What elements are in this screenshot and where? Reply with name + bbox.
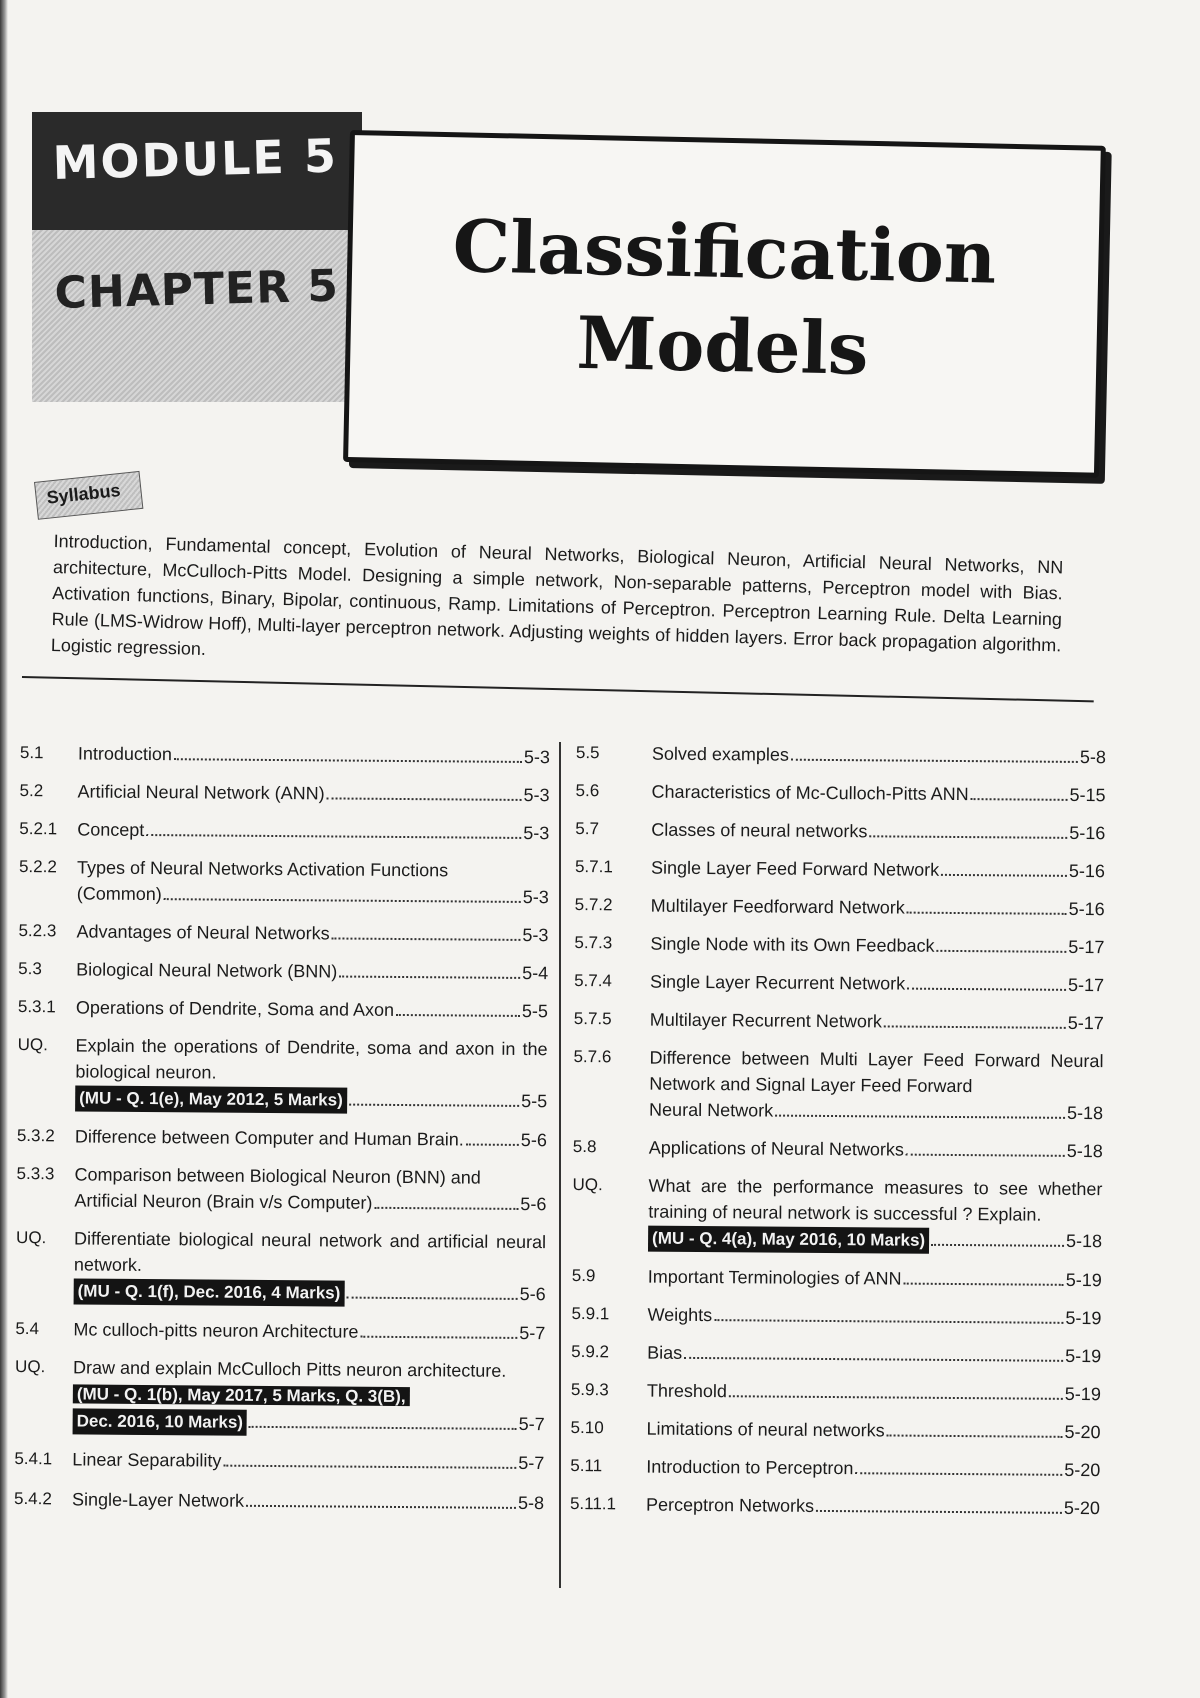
toc-entry-body: [648, 1264, 1102, 1294]
toc-entry-number: 5.2.2: [18, 856, 57, 877]
toc-entry-line: [651, 893, 1105, 923]
toc-leader-dots: [729, 1395, 1063, 1400]
toc-entry-line: [76, 918, 548, 948]
toc-entry: [15, 1316, 545, 1346]
toc-entry-title: Mc culloch-pitts neuron Architecture: [73, 1319, 359, 1342]
toc-entry-page: 5-7: [519, 1322, 546, 1344]
toc-entry-page: 5-3: [522, 886, 549, 908]
toc-entry-title: Classes of neural networks: [651, 819, 868, 842]
toc-entry-number: 5.7.5: [573, 1008, 612, 1029]
toc-leader-dots: [791, 759, 1078, 763]
exam-reference-badge: (MU - Q. 1(f), Dec. 2016, 4 Marks): [74, 1278, 345, 1306]
toc-leader-dots: [146, 834, 521, 839]
toc-entry-page: 5-8: [1079, 746, 1106, 768]
toc-entry-line: [646, 1416, 1100, 1446]
toc-entry-body: [76, 994, 548, 1024]
toc-entry-title: Bias: [647, 1342, 683, 1363]
toc-entry-number: 5.4: [15, 1318, 40, 1339]
toc-entry-page: 5-6: [519, 1283, 546, 1305]
toc-entry-body: [646, 1492, 1100, 1522]
toc-entry-page: 5-17: [1068, 936, 1105, 958]
toc-leader-dots: [174, 758, 522, 763]
toc-entry-body: [650, 931, 1104, 961]
toc-entry-body: [76, 956, 548, 986]
toc-entry: [574, 930, 1104, 960]
toc-entry-title: Artificial Neural Network (ANN): [77, 781, 325, 804]
toc-entry: [19, 778, 549, 808]
toc-entry: [14, 1446, 544, 1476]
toc-entry-title: Multilayer Feedforward Network: [650, 895, 905, 918]
toc-entry-body: [648, 1173, 1103, 1256]
toc-entry: [573, 1044, 1104, 1126]
toc-entry: [18, 918, 548, 948]
toc-entry-line: [77, 778, 549, 808]
toc-entry-line: [647, 1378, 1101, 1408]
toc-entry-body: [77, 854, 549, 910]
toc-entry-body: [72, 1486, 544, 1516]
toc-entry-page: 5-17: [1067, 1012, 1104, 1034]
toc-entry-page: 5-18: [1066, 1140, 1103, 1162]
exam-reference-badge: (MU - Q. 1(e), May 2012, 5 Marks): [75, 1085, 347, 1113]
toc-entry-body: [651, 817, 1105, 847]
toc-leader-dots: [775, 1115, 1065, 1119]
toc-entry-page: 5-3: [523, 784, 550, 806]
toc-entry-page: 5-5: [521, 1000, 548, 1022]
toc-entry-body: [647, 1340, 1101, 1370]
syllabus-tab: [34, 471, 143, 520]
toc-entry-line: [75, 1084, 547, 1115]
toc-entry-number: 5.11.1: [569, 1493, 617, 1514]
toc-leader-dots: [349, 1104, 519, 1107]
toc-leader-dots: [374, 1207, 518, 1210]
toc-entry-page: 5-4: [522, 962, 549, 984]
toc-entry-body: [650, 1007, 1104, 1037]
toc-leader-dots: [346, 1297, 517, 1300]
toc-leader-dots: [907, 912, 1067, 915]
toc-entry-page: 5-6: [520, 1193, 547, 1215]
toc-entry: [14, 1486, 544, 1516]
toc-leader-dots: [906, 1154, 1065, 1157]
chapter-title-box: [343, 130, 1106, 478]
toc-entry-page: 5-16: [1068, 860, 1106, 882]
toc-entry-page: 5-5: [521, 1090, 548, 1112]
toc-entry-text: Types of Neural Networks Activation Functions: [76, 857, 449, 881]
toc-entry: [575, 892, 1105, 922]
toc-entry-page: 5-17: [1067, 974, 1105, 996]
toc-leader-dots: [887, 1434, 1063, 1437]
toc-entry-line: [74, 1187, 546, 1217]
toc-entry: [574, 968, 1104, 998]
toc-leader-dots: [164, 898, 521, 903]
toc-entry-line: [648, 1225, 1102, 1256]
toc-entry-line: [76, 994, 548, 1024]
syllabus-label: Syllabus: [45, 480, 122, 508]
toc-leader-dots: [327, 797, 522, 801]
toc-entry-number: 5.4.1: [14, 1448, 53, 1469]
toc-entry-line: [650, 1007, 1104, 1037]
toc-leader-dots: [249, 1426, 517, 1430]
toc-entry-line: [74, 1277, 546, 1308]
toc-entry-number: 5.11: [570, 1455, 603, 1476]
toc-entry-number: 5.5: [575, 742, 600, 763]
toc-entry-page: 5-16: [1068, 898, 1105, 920]
toc-entry-body: [77, 778, 549, 808]
toc-entry-number: UQ.: [17, 1034, 48, 1055]
toc-entry-body: [73, 1316, 545, 1346]
toc-entry: [572, 1172, 1103, 1255]
toc-entry-line: [78, 740, 550, 770]
toc-entry-number: 5.7: [575, 818, 600, 839]
toc-entry-title: Single-Layer Network: [71, 1489, 245, 1511]
toc-entry-line: [73, 1407, 545, 1438]
toc-entry-title: Neural Network: [649, 1099, 774, 1121]
toc-leader-dots: [931, 1244, 1064, 1247]
toc-entry-line: [649, 1135, 1103, 1165]
toc-entry-line: [651, 817, 1105, 847]
toc-leader-dots: [855, 1472, 1062, 1476]
toc-entry: [20, 740, 550, 770]
toc-entry-body: [649, 1135, 1103, 1165]
toc-entry-number: 5.9: [571, 1265, 596, 1286]
toc-leader-dots: [869, 835, 1067, 839]
toc-entry-page: 5-3: [523, 746, 550, 768]
toc-entry-title: Solved examples: [651, 743, 790, 765]
toc-entry-page: 5-19: [1064, 1383, 1101, 1405]
toc-entry-number: 5.3.1: [17, 996, 56, 1017]
toc-entry: [18, 956, 548, 986]
toc-entry-title: Applications of Neural Networks: [648, 1137, 904, 1160]
toc-entry-number: 5.7.4: [574, 970, 612, 991]
toc-entry-line: [76, 956, 548, 986]
toc-entry-number: 5.2.3: [18, 920, 57, 941]
toc-entry-number: 5.10: [570, 1417, 604, 1438]
toc-leader-dots: [714, 1319, 1063, 1324]
chapter-title-line-1: Classification: [451, 203, 998, 300]
toc-column-divider: [559, 742, 561, 1588]
toc-entry-title: Threshold: [646, 1380, 728, 1402]
toc-entry-source-line: [73, 1380, 545, 1411]
toc-entry-title: Single Layer Recurrent Network: [650, 971, 906, 994]
toc-entry: [570, 1415, 1100, 1445]
toc-entry: [570, 1491, 1100, 1521]
toc-entry-body: [72, 1446, 544, 1476]
toc-leader-dots: [941, 874, 1067, 877]
toc-leader-dots: [246, 1505, 516, 1509]
toc-entry-title: Weights: [647, 1304, 713, 1326]
toc-entry-page: 5-15: [1069, 784, 1106, 806]
toc-entry-line: [72, 1486, 544, 1516]
toc-entry-body: [649, 1045, 1104, 1127]
toc-entry-line: [652, 741, 1106, 771]
toc-entry: [572, 1263, 1102, 1293]
toc-entry-page: 5-7: [518, 1413, 545, 1435]
toc-entry-title: (Common): [76, 883, 162, 905]
toc-entry-text: Comparison between Biological Neuron (BNN) and: [74, 1164, 481, 1188]
toc-entry-body: [646, 1454, 1100, 1484]
toc-leader-dots: [396, 1014, 520, 1017]
toc-entry-line: [650, 969, 1104, 999]
toc-left-column: [14, 740, 550, 1528]
exam-reference-badge: (MU - Q. 4(a), May 2016, 10 Marks): [648, 1226, 929, 1254]
toc-entry-title: Advantages of Neural Networks: [76, 921, 330, 944]
toc-entry-body: [78, 740, 550, 770]
toc-leader-dots: [816, 1510, 1062, 1514]
toc-entry-line: [647, 1340, 1101, 1370]
toc-entry-number: 5.7.6: [573, 1046, 612, 1067]
toc-leader-dots: [223, 1465, 516, 1469]
toc-entry-text: Draw and explain McCulloch Pitts neuron architecture.: [72, 1357, 507, 1381]
toc-entry-page: 5-18: [1065, 1230, 1103, 1252]
toc-right-column: [570, 740, 1106, 1533]
toc-entry-page: 5-8: [517, 1492, 545, 1514]
toc-entry-body: [647, 1378, 1101, 1408]
toc-entry-title: Important Terminologies of ANN: [647, 1266, 902, 1289]
toc-leader-dots: [684, 1357, 1063, 1362]
toc-entry-page: 5-3: [523, 822, 550, 844]
toc-entry-line: [647, 1302, 1101, 1332]
toc-entry-body: [650, 969, 1104, 999]
toc-entry: [575, 854, 1105, 884]
toc-entry: [575, 816, 1105, 846]
toc-leader-dots: [907, 988, 1066, 991]
toc-entry-page: 5-7: [518, 1452, 545, 1474]
toc-leader-dots: [339, 976, 520, 979]
toc-entry: [574, 1006, 1104, 1036]
toc-entry-page: 5-20: [1063, 1497, 1101, 1519]
toc-entry-page: 5-19: [1065, 1345, 1102, 1367]
toc-leader-dots: [332, 937, 521, 940]
toc-entry-page: 5-19: [1065, 1269, 1102, 1291]
toc-entry-body: [651, 893, 1105, 923]
toc-entry: [571, 1377, 1101, 1407]
toc-entry-text: What are the performance measures to see whether training of neural network is successful ? Explain.: [648, 1175, 1103, 1225]
toc-entry-line: [77, 880, 549, 910]
toc-entry-title: Biological Neural Network (BNN): [76, 959, 338, 982]
toc-leader-dots: [937, 950, 1067, 953]
toc-entry-title: Characteristics of Mc-Culloch-Pitts ANN: [651, 781, 969, 805]
toc-leader-dots: [904, 1283, 1064, 1286]
toc-entry-body: [652, 741, 1106, 771]
syllabus-text: Introduction, Fundamental concept, Evolution of Neural Networks, Biological Neuron, Artificial Neural Networks, NN architecture, McCulloch-Pitts Model. Designing a simple network, Non-separable patterns, Perceptron model with Bias. Activation functions, Binary, Bipolar, continuous, Ramp. Limitations of Perceptron. Perceptron Learning Rule. Delta Learning Rule (LMS-Widrow Hoff), Multi-layer perceptron network. Adjusting weights of hidden layers. Error back propagation algorithm. Logistic regression.: [50, 530, 1064, 660]
toc-entry-body: [75, 1032, 548, 1115]
toc-entry-line: [646, 1492, 1100, 1522]
toc-entry-title: Perceptron Networks: [645, 1494, 815, 1516]
toc-entry-title: Difference between Computer and Human Brain.: [74, 1126, 464, 1150]
toc-entry-title: Linear Separability: [72, 1449, 222, 1471]
toc-entry-number: 5.7.1: [574, 856, 613, 877]
toc-entry-line: [73, 1316, 545, 1346]
toc-entry-body: [76, 918, 548, 948]
toc-entry-number: 5.3.3: [16, 1163, 55, 1184]
toc-entry-number: UQ.: [16, 1227, 47, 1248]
toc-entry: [573, 1134, 1103, 1164]
toc-entry-number: 5.3.2: [16, 1125, 55, 1146]
toc-entry-title: Introduction to Perceptron: [646, 1456, 854, 1479]
toc-entry-line: [77, 816, 549, 846]
exam-reference-badge: Dec. 2016, 10 Marks): [73, 1408, 248, 1435]
toc-leader-dots: [971, 798, 1068, 801]
toc-entry-page: 5-18: [1066, 1102, 1104, 1124]
toc-entry-page: 5-16: [1069, 822, 1106, 844]
toc-entry: [575, 778, 1105, 808]
toc-entry-page: 5-19: [1065, 1307, 1102, 1329]
toc-entry-number: 5.1: [19, 742, 44, 763]
module-label: MODULE 5: [52, 128, 339, 190]
chapter-title-line-2: Models: [575, 299, 870, 391]
toc-entry-body: [77, 816, 549, 846]
toc-entry: [576, 740, 1106, 770]
toc-entry: [18, 994, 548, 1024]
toc-entry-body: [73, 1354, 546, 1438]
toc-entry-line: [646, 1454, 1100, 1484]
toc-entry-line: [72, 1446, 544, 1476]
toc-entry-line: [651, 779, 1105, 809]
toc-entry-text: Differentiate biological neural network and artificial neural network.: [73, 1228, 547, 1275]
exam-reference-badge: (MU - Q. 1(b), May 2017, 5 Marks, Q. 3(B),: [73, 1384, 410, 1406]
toc-entry: [15, 1354, 546, 1438]
toc-entry-number: 5.8: [572, 1136, 597, 1157]
toc-entry: [17, 1032, 548, 1115]
toc-entry-title: Introduction: [77, 743, 173, 765]
toc-leader-dots: [884, 1025, 1066, 1028]
toc-entry-page: 5-3: [522, 924, 549, 946]
toc-entry-number: 5.9.3: [570, 1379, 609, 1400]
toc-entry-number: 5.7.3: [574, 932, 613, 953]
toc-entry-body: [646, 1416, 1100, 1446]
chapter-label: CHAPTER 5: [54, 260, 340, 319]
toc-entry-text: Explain the operations of Dendrite, soma and axon in the biological neuron.: [75, 1035, 548, 1083]
toc-entry-number: 5.2: [19, 780, 44, 801]
toc-entry-number: 5.2.1: [19, 818, 58, 839]
toc-entry-number: UQ.: [15, 1356, 46, 1377]
toc-entry-page: 5-20: [1064, 1421, 1101, 1443]
toc-entry-number: 5.7.2: [574, 894, 613, 915]
toc-entry-line: [75, 1123, 547, 1153]
toc-entry: [570, 1453, 1100, 1483]
toc-entry-number: 5.4.2: [13, 1488, 52, 1509]
toc-entry-title: Multilayer Recurrent Network: [649, 1009, 882, 1032]
page-binding-edge: [0, 0, 8, 1698]
toc-entry-body: [647, 1302, 1101, 1332]
toc-entry-line: [649, 1097, 1103, 1127]
toc-entry: [19, 816, 549, 846]
toc-entry-body: [651, 855, 1105, 885]
toc-entry: [19, 854, 549, 910]
toc-entry-body: [651, 779, 1105, 809]
toc-entry-number: 5.9.2: [571, 1341, 610, 1362]
toc-entry-number: 5.6: [575, 780, 600, 801]
toc-entry-title: Operations of Dendrite, Soma and Axon: [75, 997, 395, 1020]
toc-entry: [571, 1301, 1101, 1331]
toc-entry-title: Single Layer Feed Forward Network: [650, 857, 940, 880]
toc-entry-number: UQ.: [572, 1174, 603, 1195]
toc-leader-dots: [466, 1144, 519, 1146]
toc-entry-line: [651, 855, 1105, 885]
toc-leader-dots: [360, 1336, 517, 1339]
toc-entry-title: Limitations of neural networks: [646, 1418, 885, 1441]
toc-entry-body: [74, 1225, 547, 1308]
toc-entry-page: 5-20: [1064, 1459, 1101, 1481]
toc-entry: [571, 1339, 1101, 1369]
toc-entry-title: Single Node with its Own Feedback: [650, 933, 935, 956]
toc-entry: [16, 1161, 546, 1217]
toc-entry-body: [75, 1123, 547, 1153]
toc-entry-number: 5.9.1: [571, 1303, 610, 1324]
toc-entry-line: [650, 931, 1104, 961]
toc-entry-body: [74, 1161, 546, 1217]
toc-entry-page: 5-6: [520, 1129, 547, 1151]
toc-entry: [16, 1225, 547, 1308]
toc-entry-number: 5.3: [18, 958, 42, 979]
toc-entry: [17, 1123, 547, 1153]
toc-entry-title: Concept: [77, 819, 145, 840]
toc-entry-line: [648, 1264, 1102, 1294]
toc-entry-text: Difference between Multi Layer Feed Forward Neural Network and Signal Layer Feed Forward: [649, 1047, 1104, 1097]
toc-entry-title: Artificial Neuron (Brain v/s Computer): [74, 1190, 373, 1213]
